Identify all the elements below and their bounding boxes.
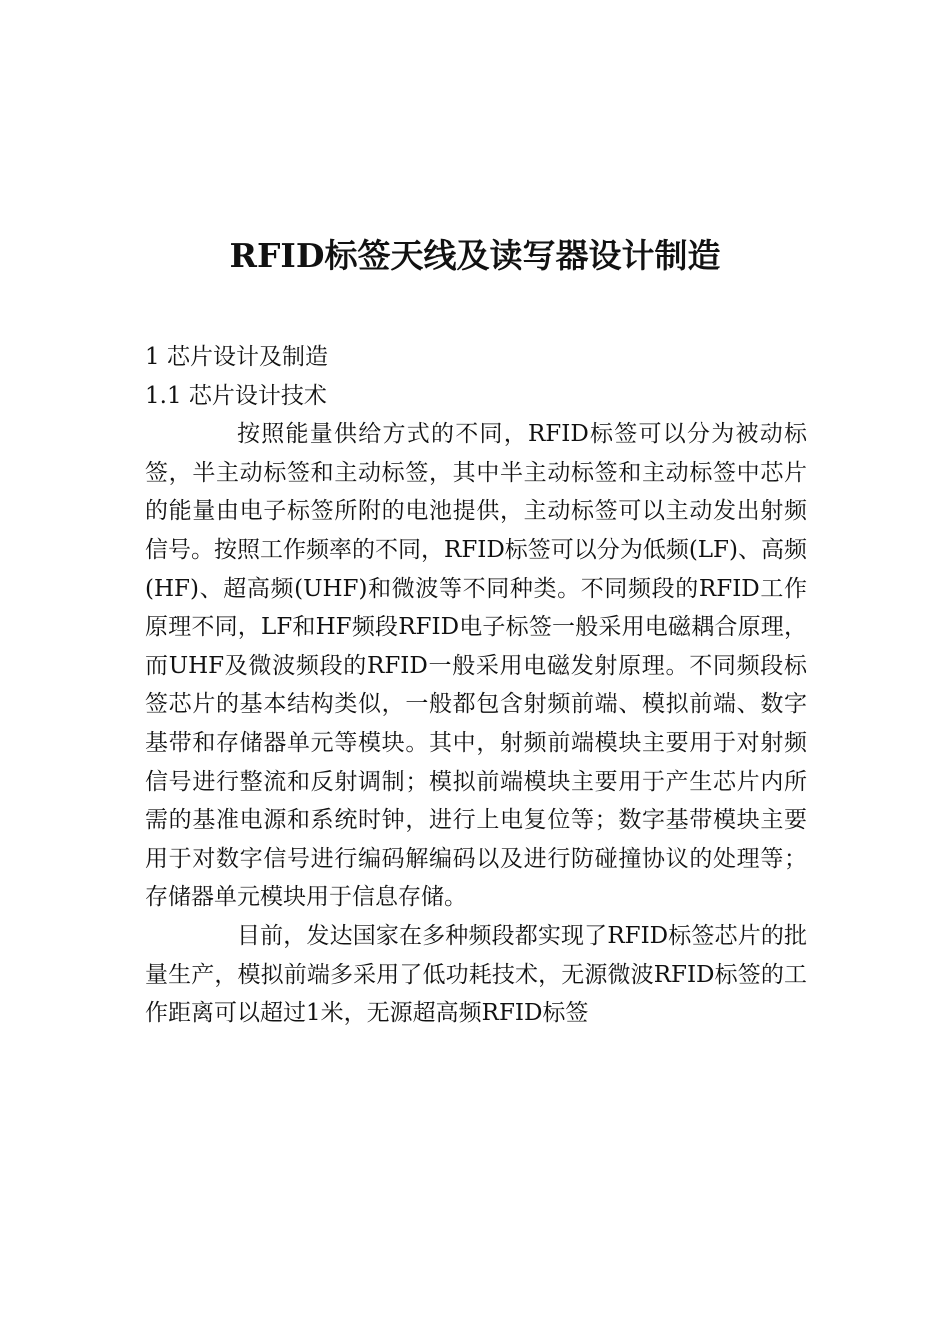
document-title: RFID标签天线及读写器设计制造	[229, 236, 721, 275]
body-paragraph: 目前，发达国家在多种频段都实现了RFID标签芯片的批量生产，模拟前端多采用了低功耗技术，无源微波RFID标签的工作距离可以超过1米，无源超高频RFID标签	[145, 922, 807, 1027]
section-heading-1-1: 1.1 芯片设计技术	[145, 382, 327, 409]
section-heading-1: 1 芯片设计及制造	[145, 344, 328, 370]
body-paragraph: 按照能量供给方式的不同，RFID标签可以分为被动标签，半主动标签和主动标签，其中半主动标签和主动标签中芯片的能量由电子标签所附的电池提供，主动标签可以主动发出射频信号。按照工作频率的不同，RFID标签可以分为低频(LF)、高频(HF)、超高频(UHF)和微波等不同种类。不同频段的RFID工作原理不同，LF和HF频段RFID电子标签一般采用电磁耦合原理，而UHF及微波频段的RFID一般采用电磁发射原理。不同频段标签芯片的基本结构类似，一般都包含射频前端、模拟前端、数字基带和存储器单元等模块。其中，射频前端模块主要用于对射频信号进行整流和反射调制；模拟前端模块主要用于产生芯片内所需的基准电源和系统时钟，进行上电复位等；数字基带模块主要用于对数字信号进行编码解编码以及进行防碰撞协议的处理等；存储器单元模块用于信息存储。	[145, 421, 807, 911]
document-body	[145, 338, 807, 1033]
